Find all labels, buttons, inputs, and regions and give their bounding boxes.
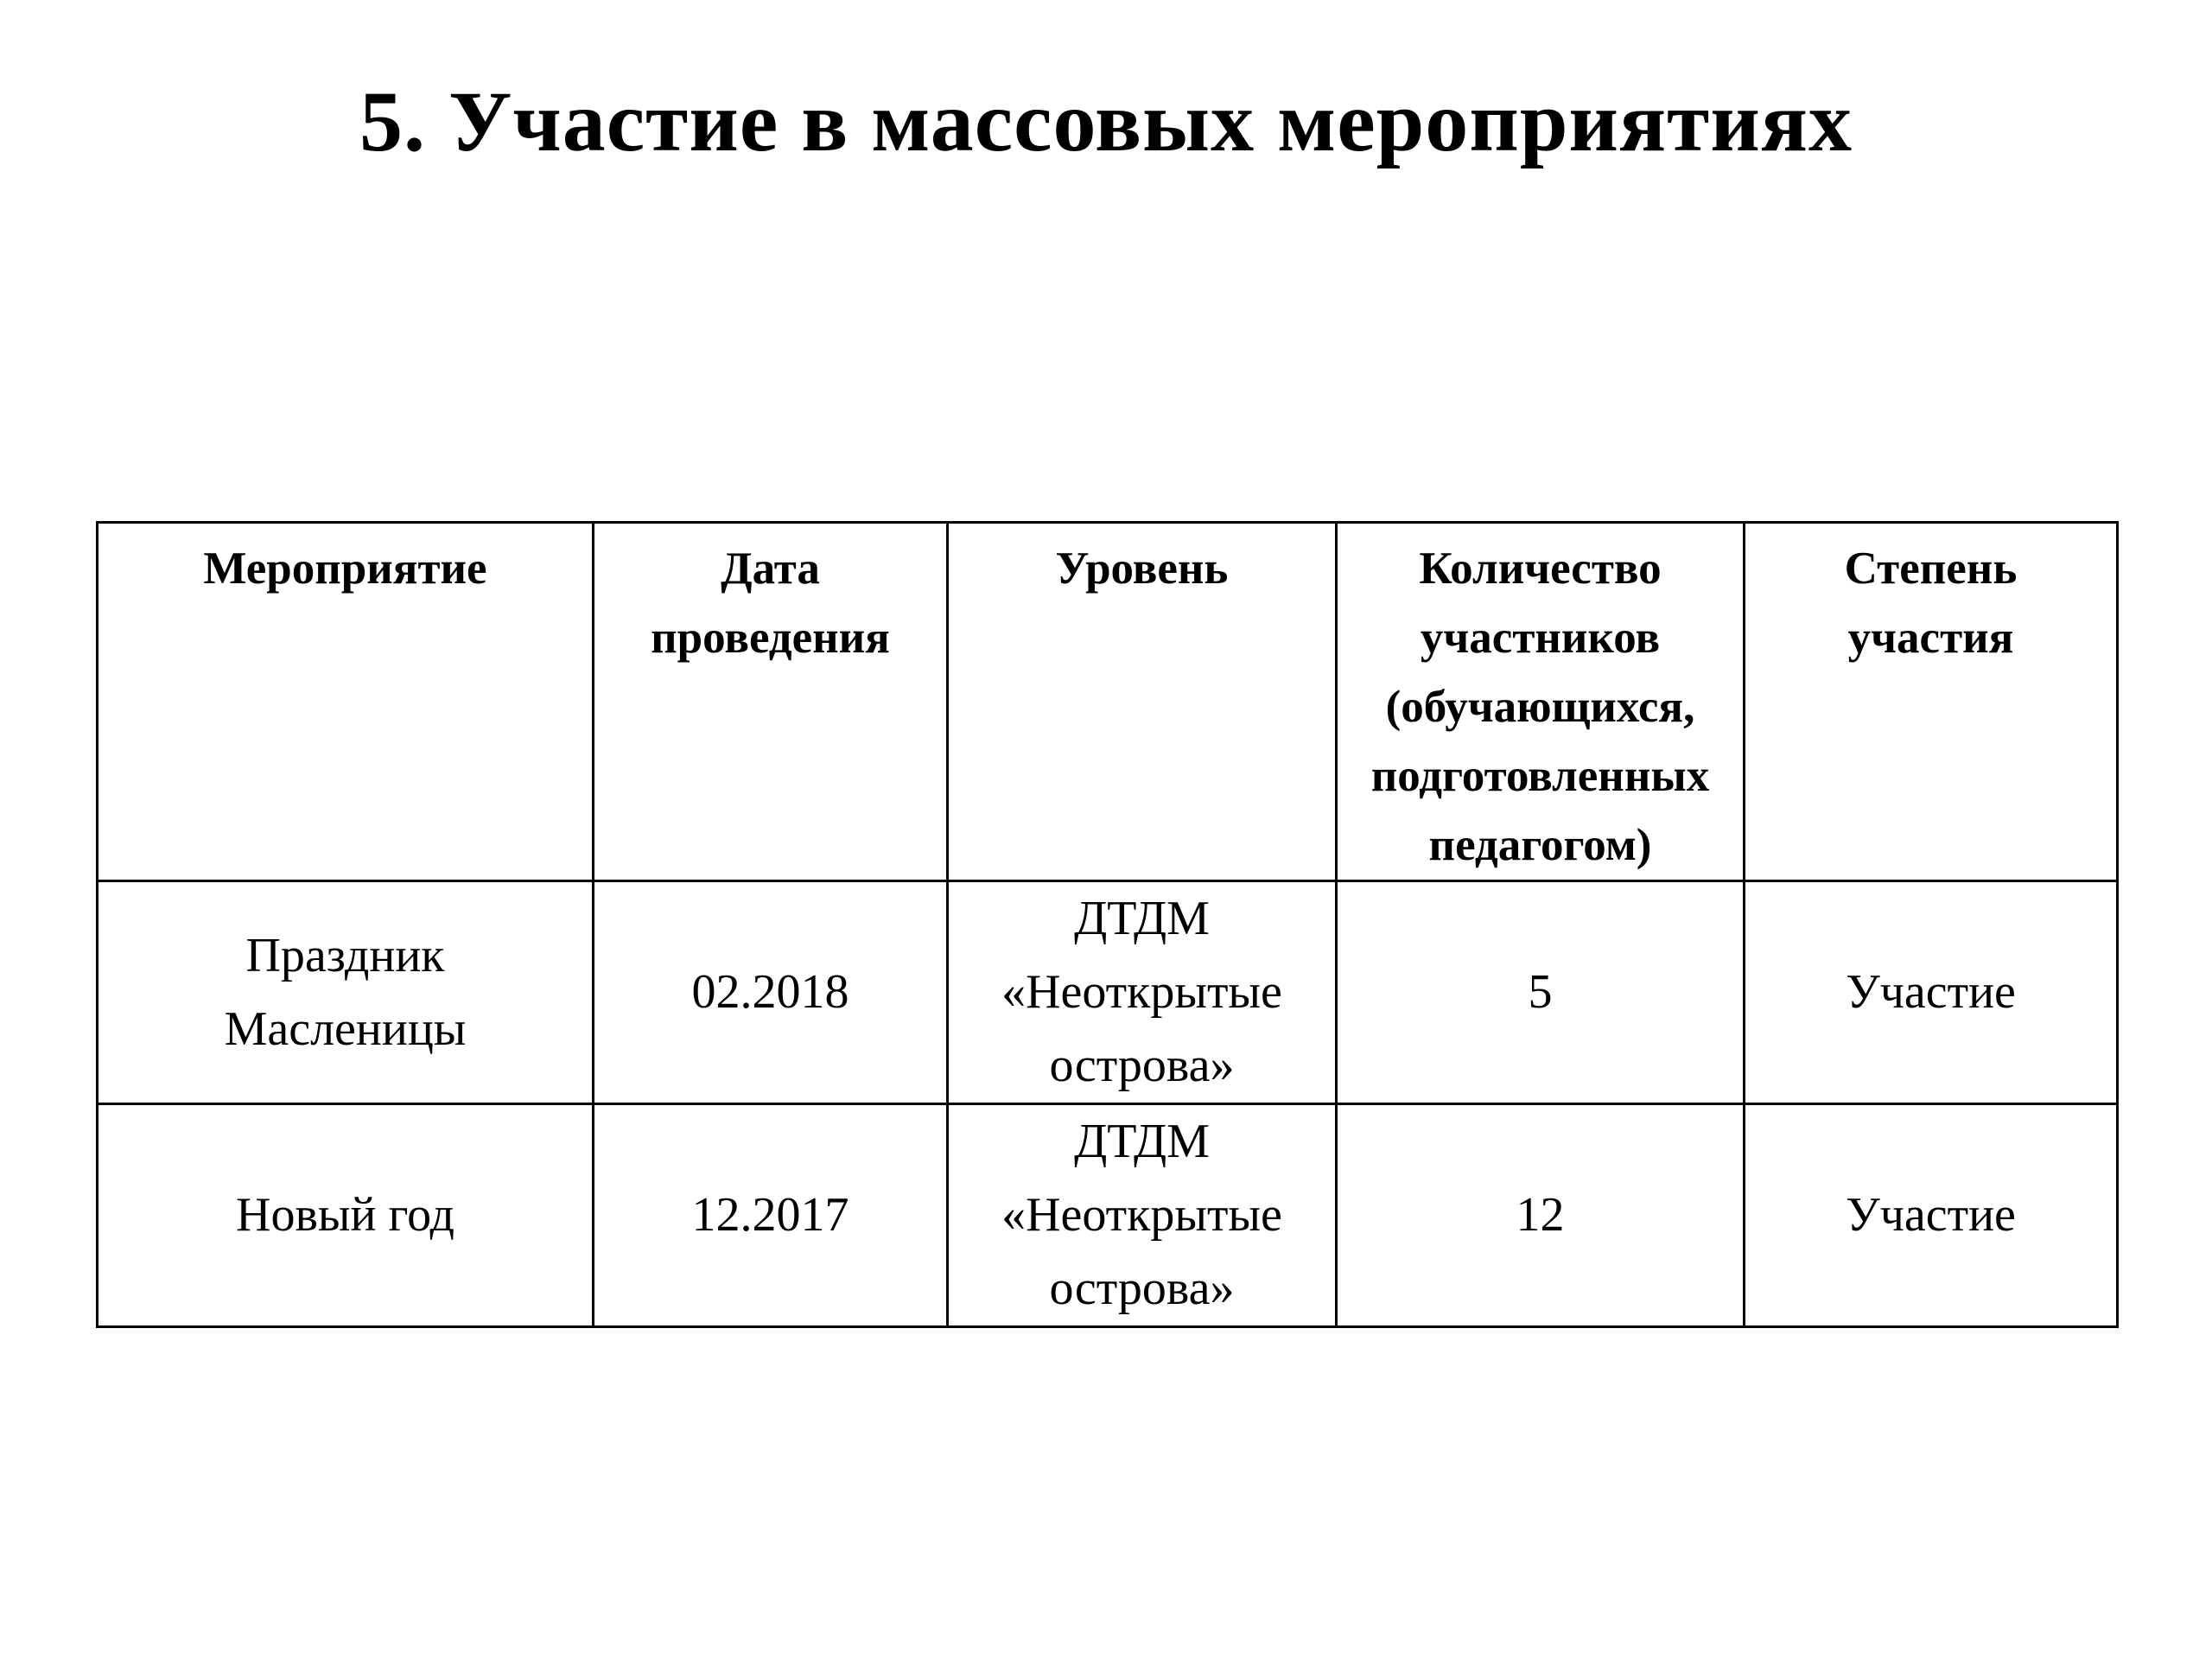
- header-line: проведения: [651, 613, 890, 663]
- cell-event: [98, 881, 594, 1104]
- cell-date: 02.2018: [594, 881, 948, 1104]
- header-level: [948, 523, 1337, 881]
- header-line: участников: [1420, 613, 1661, 663]
- header-line: Уровень: [1055, 543, 1229, 594]
- cell-line: «Неоткрытые: [1001, 1188, 1282, 1242]
- cell-line: Масленицы: [224, 1001, 467, 1056]
- header-date: [594, 523, 948, 881]
- cell-line: ДТДМ: [1074, 892, 1210, 945]
- cell-count: 5: [1337, 881, 1745, 1104]
- header-line: Мероприятие: [203, 543, 487, 594]
- header-line: Дата: [721, 543, 820, 594]
- table-row: [98, 1104, 2118, 1327]
- cell-line: Новый год: [236, 1188, 454, 1242]
- cell-line: острова»: [1049, 1262, 1235, 1315]
- table-header-row: [98, 523, 2118, 881]
- cell-line: Праздник: [245, 928, 445, 982]
- header-participation: [1745, 523, 2118, 881]
- header-line: педагогом): [1428, 820, 1652, 870]
- cell-count: 12: [1337, 1104, 1745, 1327]
- cell-line: «Неоткрытые: [1001, 965, 1282, 1019]
- table-row: [98, 881, 2118, 1104]
- header-line: Количество: [1419, 543, 1662, 594]
- header-line: участия: [1847, 613, 2014, 663]
- header-count: [1337, 523, 1745, 881]
- cell-participation: Участие: [1745, 1104, 2118, 1327]
- events-table: [96, 521, 2119, 1328]
- cell-event: [98, 1104, 594, 1327]
- cell-level: [948, 1104, 1337, 1327]
- header-line: Степень: [1844, 543, 2018, 594]
- cell-line: острова»: [1049, 1039, 1235, 1092]
- page-title: 5. Участие в массовых мероприятиях: [359, 73, 1853, 169]
- cell-date: 12.2017: [594, 1104, 948, 1327]
- header-line: (обучающихся,: [1385, 682, 1695, 732]
- cell-line: ДТДМ: [1074, 1115, 1210, 1168]
- header-line: подготовленных: [1370, 751, 1710, 801]
- header-event: [98, 523, 594, 881]
- cell-level: [948, 881, 1337, 1104]
- cell-participation: Участие: [1745, 881, 2118, 1104]
